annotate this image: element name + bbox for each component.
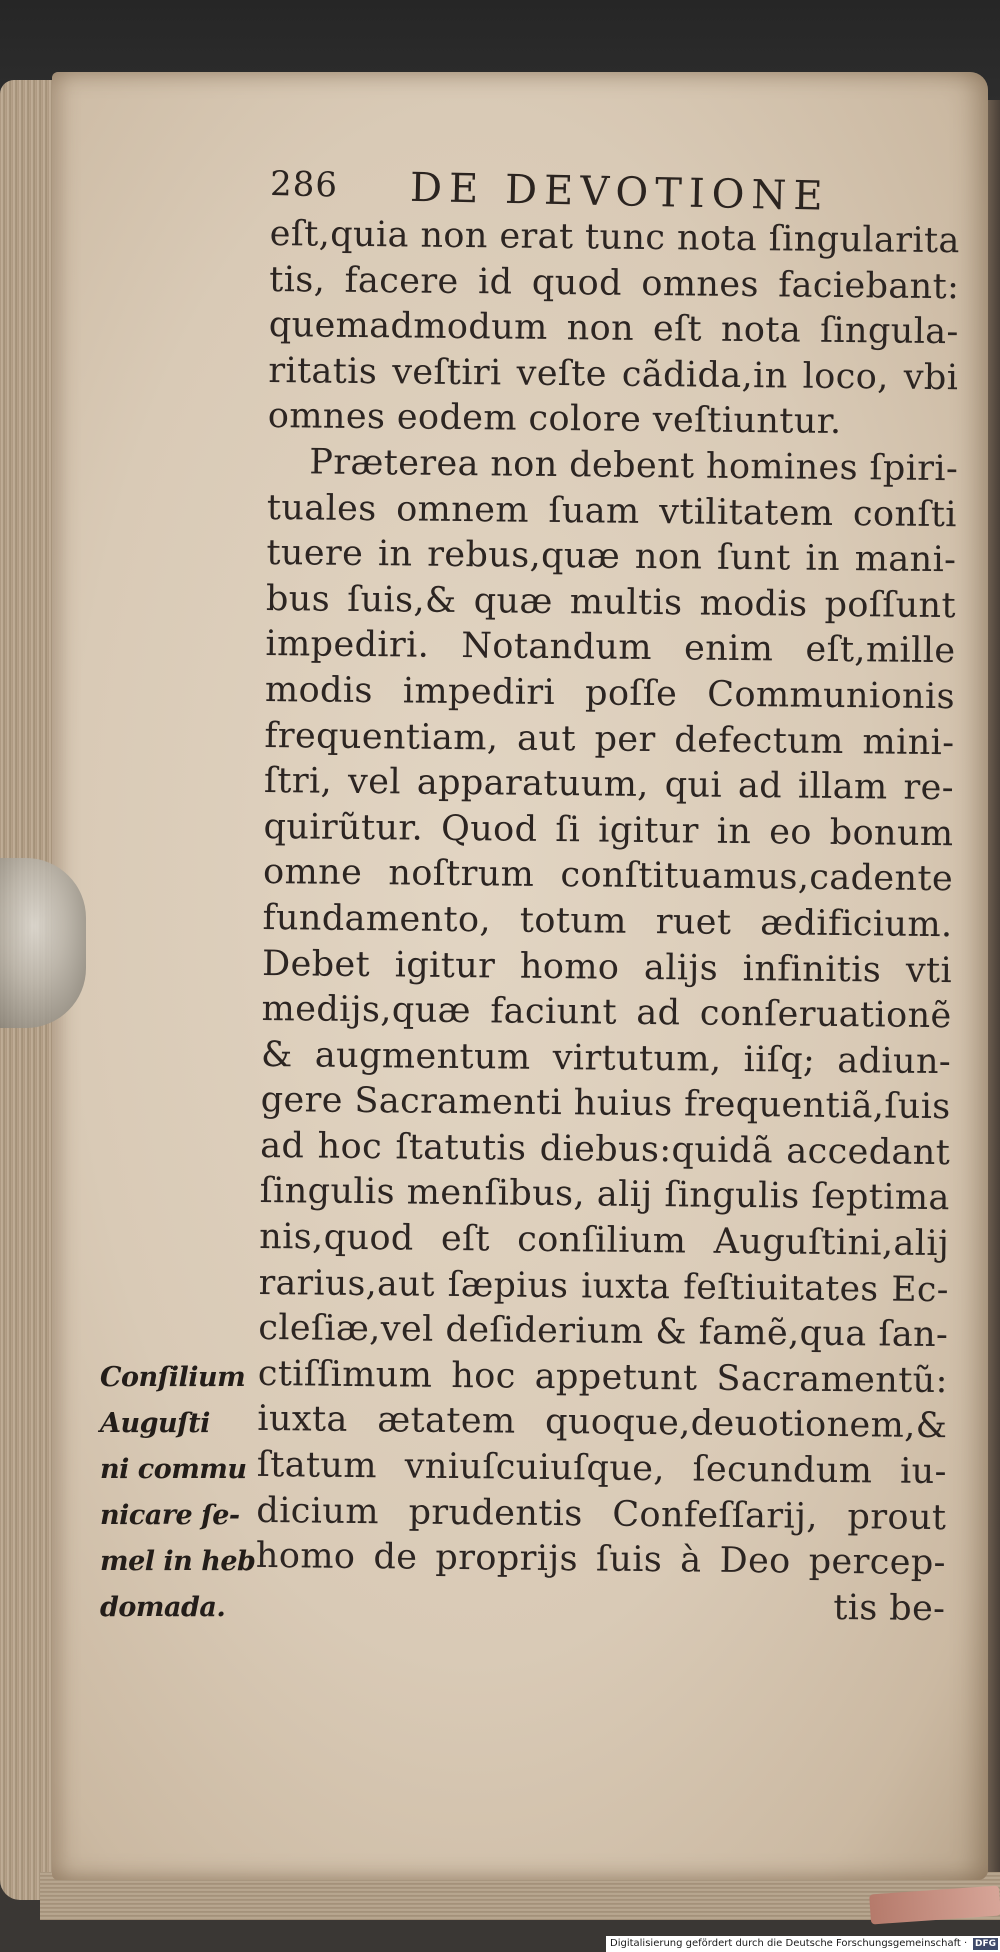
page-number: 286 <box>269 164 339 206</box>
text-line: modis impediri poſſe Communionis <box>264 669 956 718</box>
text-line: omnes eodem colore veſtiuntur. <box>267 396 842 443</box>
text-line: homo de proprijs ſuis à Deo percep- <box>255 1536 947 1584</box>
text-line: dicium prudentis Confeſſarij, prout <box>256 1490 947 1538</box>
running-head: DE DEVOTIONE <box>409 164 831 220</box>
text-line: bus ſuis,& quæ multis modis poſſunt <box>265 578 957 626</box>
text-line: quirũtur. Quod ſi igitur in eo bonum <box>263 806 954 854</box>
text-line: & augmentum virtutum, iiſq; adiun- <box>260 1034 952 1082</box>
body-text <box>255 212 960 1633</box>
text-line: gere Sacramenti huius frequentiã,ſuis <box>260 1080 951 1128</box>
text-line: nis,quod eſt conſilium Auguſtini,alij <box>259 1217 950 1265</box>
margin-note <box>100 1355 262 1631</box>
catchword: tis be- <box>833 1587 946 1629</box>
text-line: medijs,quæ faciunt ad conſeruationẽ <box>261 989 952 1037</box>
text-line: Debet igitur homo alijs infinitis vti <box>261 943 953 991</box>
text-line: tuales omnem ſuam vtilitatem conſti <box>266 487 958 535</box>
text-line: impediri. Notandum enim eſt,mille <box>265 624 956 672</box>
text-line: ſtri, vel apparatuum, qui ad illam re- <box>263 761 955 809</box>
text-line: ad hoc ſtatutis diebus:quidã accedant <box>260 1125 951 1174</box>
text-line: fundamento, totum ruet ædificium. <box>262 897 953 946</box>
text-line: quemadmodum non eſt nota ſingula- <box>268 305 959 353</box>
text-line: cleſiæ,vel deſiderium & famẽ,qua ſan- <box>258 1308 949 1356</box>
text-line: tuere in rebus,quæ non ſunt in mani- <box>266 533 957 581</box>
margin-note-line: mel in heb <box>100 1546 256 1577</box>
text-line: Præterea non debent homines ſpiri- <box>309 442 959 490</box>
text-line: eſt,quia non erat tunc nota ſingularita <box>269 213 960 262</box>
text-line: rarius,aut ſæpius iuxta feſtiuitates Ec- <box>258 1262 949 1310</box>
margin-note-line: nicare ſe- <box>100 1500 240 1531</box>
margin-note-line: Conſilium <box>100 1362 246 1393</box>
margin-note-line: Auguſti <box>100 1408 210 1439</box>
funding-credit: Digitalisierung gefördert durch die Deutsche Forschungsgemeinschaft · <box>610 1938 968 1949</box>
text-line: iuxta ætatem quoque,deuotionem,& <box>257 1399 948 1447</box>
text-line: tis, facere id quod omnes faciebant: <box>269 259 960 307</box>
dfg-logo: DFG <box>974 1939 996 1949</box>
scanner-clip <box>0 858 86 1028</box>
text-line: ctiſſimum hoc appetunt Sacramentũ: <box>257 1353 949 1402</box>
margin-note-line: domada. <box>100 1592 226 1623</box>
text-line: omne noſtrum conſtituamus,cadente <box>262 852 954 900</box>
text-line: frequentiam, aut per defectum mini- <box>264 715 955 763</box>
text-line: ritatis veſtiri veſte cãdida,in loco, vbi <box>268 350 959 398</box>
text-line: ſtatum vniuſcuiuſque, ſecundum iu- <box>256 1444 948 1493</box>
digitization-footer <box>606 1936 1000 1952</box>
text-line: ſingulis menſibus, alij ſingulis ſeptima <box>259 1171 950 1219</box>
margin-note-line: ni commu <box>100 1454 247 1485</box>
